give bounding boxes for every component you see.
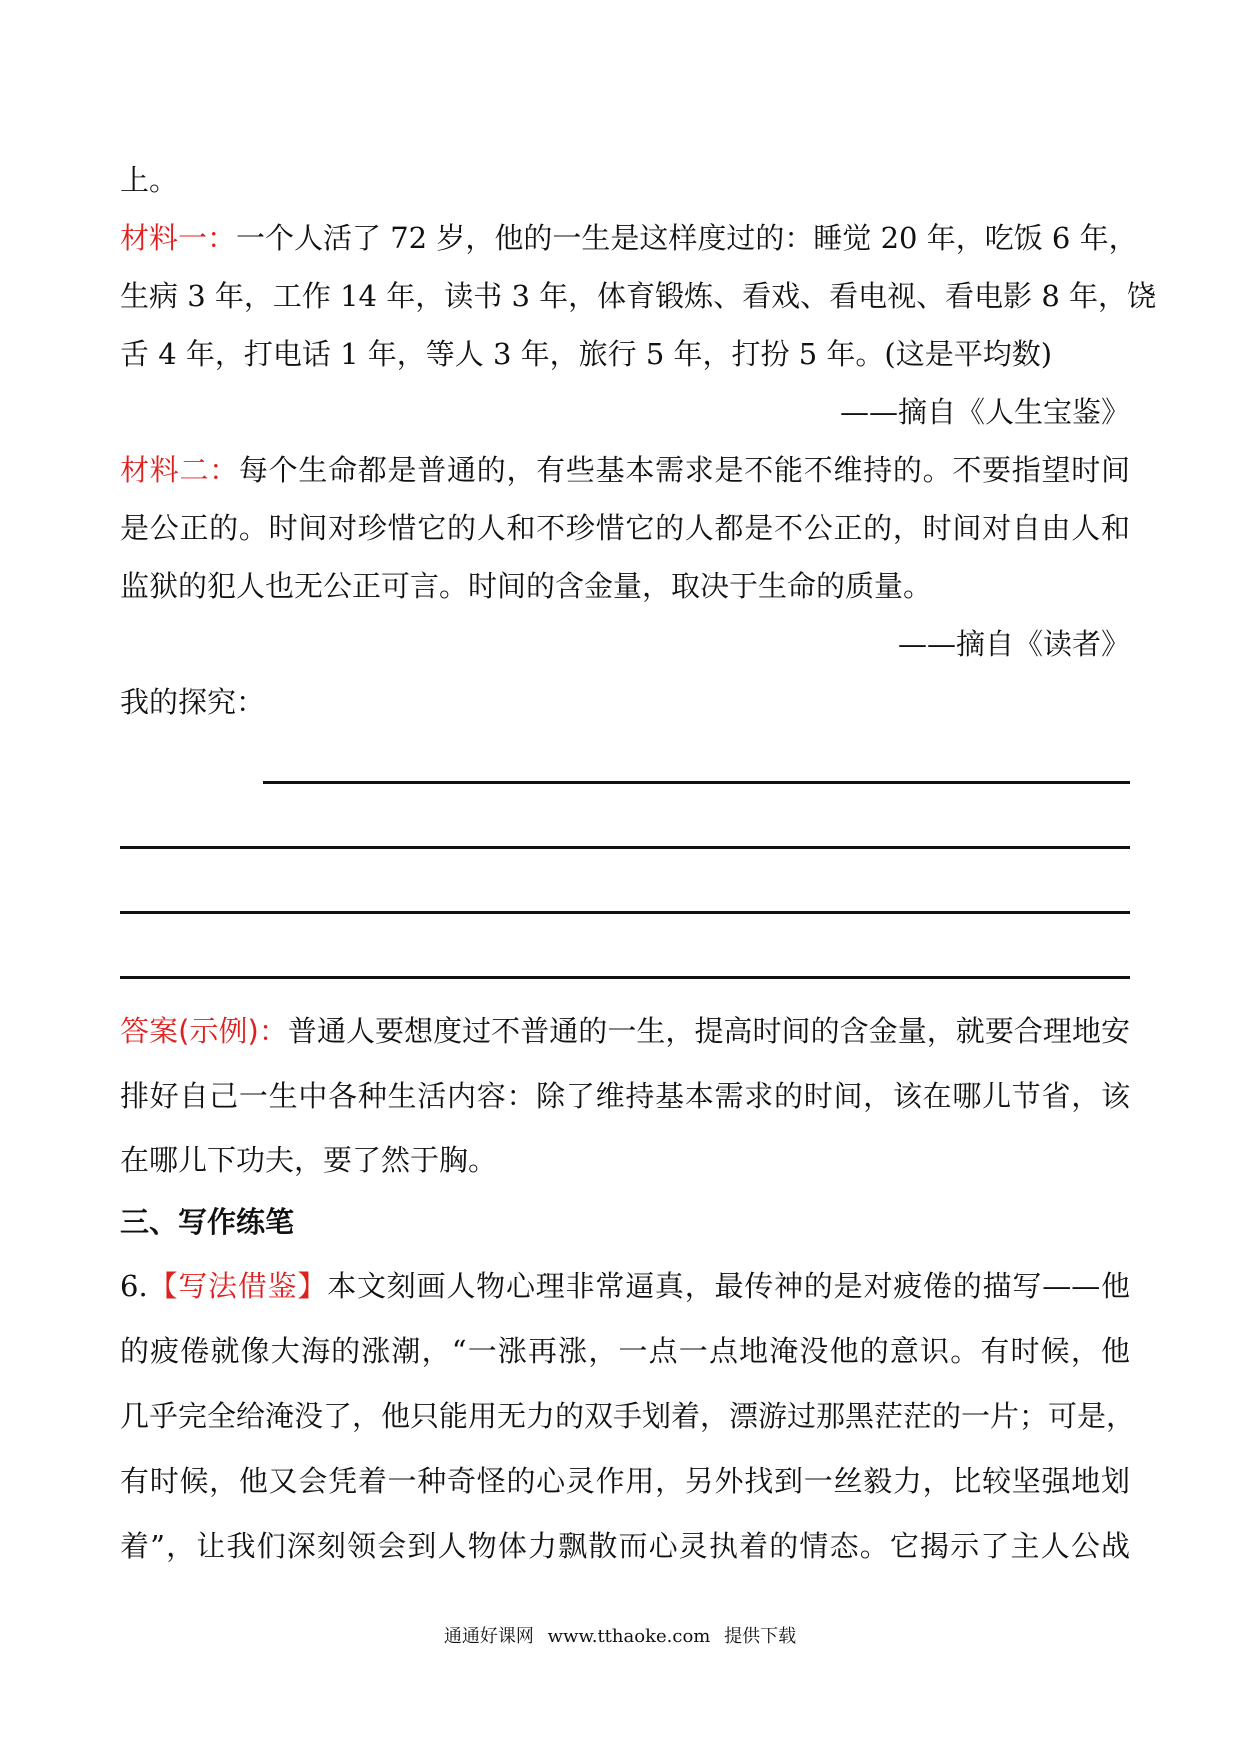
answer-rule[interactable]: [263, 781, 1130, 784]
text-line: 在哪儿下功夫，要了然于胸。: [120, 1143, 498, 1177]
answer-line: 答案(示例)：普通人要想度过不普通的一生，提高时间的含金量，就要合理地安: [120, 1014, 1130, 1048]
my-inquiry-label: 我的探究：: [120, 685, 266, 719]
text-line: 舌 4 年，打电话 1 年，等人 3 年，旅行 5 年，打扮 5 年。(这是平均数): [120, 337, 1053, 371]
footer-site: 通通好课网: [443, 1626, 534, 1647]
answer-label: 答案(示例)：: [120, 1014, 288, 1048]
section-heading: 三、写作练笔: [120, 1205, 295, 1239]
text-line: 的疲倦就像大海的涨潮，“一涨再涨，一点一点地淹没他的意识。有时候，他: [120, 1334, 1130, 1368]
footer-url[interactable]: www.tthaoke.com: [547, 1626, 711, 1647]
text-line: 排好自己一生中各种生活内容：除了维持基本需求的时间，该在哪儿节省，该: [120, 1079, 1130, 1113]
text-line: 上。: [120, 163, 179, 197]
answer-rule[interactable]: [120, 976, 1130, 979]
question-six-line: 6.【写法借鉴】本文刻画人物心理非常逼真，最传神的是对疲倦的描写——他: [120, 1269, 1130, 1303]
answer-rule[interactable]: [120, 911, 1130, 914]
text-line: 监狱的犯人也无公正可言。时间的含金量，取决于生命的质量。: [120, 569, 933, 603]
question-tag: 【写法借鉴】: [147, 1269, 328, 1303]
answer-rule[interactable]: [120, 846, 1130, 849]
question-number: 6.: [120, 1269, 148, 1303]
source-attribution: ——摘自《人生宝鉴》: [839, 395, 1130, 429]
text-line: 着”，让我们深刻领会到人物体力飘散而心灵执着的情态。它揭示了主人公战: [120, 1529, 1130, 1563]
footer-note: 提供下载: [724, 1626, 797, 1647]
material-two-label: 材料二：: [120, 453, 239, 487]
text-line: 几乎完全给淹没了，他只能用无力的双手划着，漂游过那黑茫茫的一片；可是，: [120, 1399, 1136, 1433]
material-one-line: 材料一：一个人活了 72 岁，他的一生是这样度过的：睡觉 20 年，吃饭 6 年，: [120, 221, 1138, 255]
text-line: 有时候，他又会凭着一种奇怪的心灵作用，另外找到一丝毅力，比较坚强地划: [120, 1464, 1130, 1498]
source-attribution: ——摘自《读者》: [897, 627, 1130, 661]
text-line: 生病 3 年，工作 14 年，读书 3 年，体育锻炼、看戏、看电视、看电影 8 年，饶: [120, 279, 1157, 313]
text-line: 是公正的。时间对珍惜它的人和不珍惜它的人都是不公正的，时间对自由人和: [120, 511, 1130, 545]
page-footer: [0, 1622, 1240, 1648]
material-one-label: 材料一：: [120, 221, 237, 255]
material-two-line: 材料二：每个生命都是普通的，有些基本需求是不能不维持的。不要指望时间: [120, 453, 1130, 487]
